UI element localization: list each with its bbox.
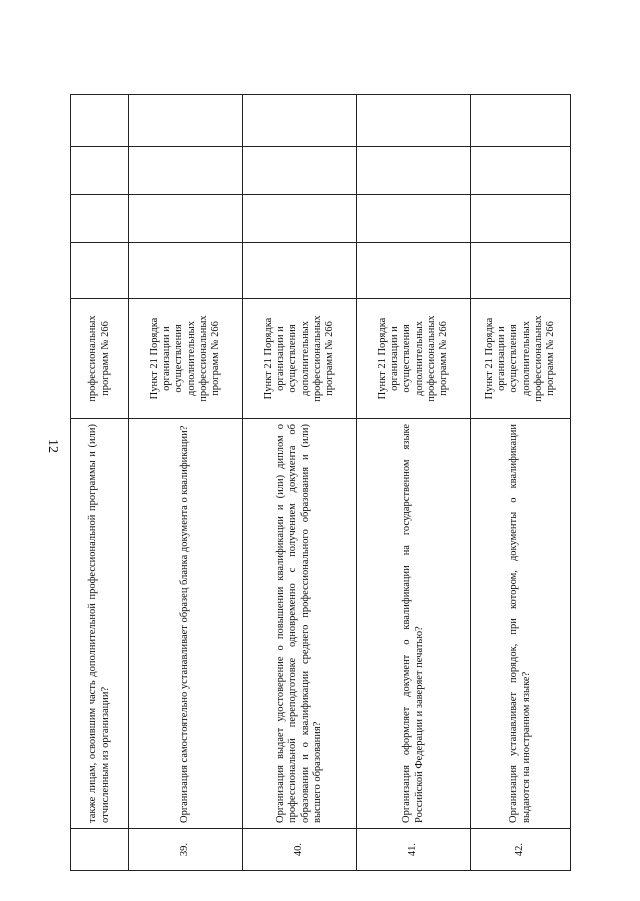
answer-cell	[129, 243, 243, 299]
answer-cell	[129, 195, 243, 243]
answer-cell	[71, 195, 129, 243]
page-number: 12	[45, 439, 60, 453]
row-number: 39.	[129, 829, 243, 871]
answer-cell	[243, 95, 357, 147]
answer-cell	[357, 195, 471, 243]
legal-reference: Пункт 21 Порядка организации и осуществления дополнительных профессиональных программ № 266	[243, 299, 357, 419]
answer-cell	[471, 147, 571, 195]
answer-cell	[129, 95, 243, 147]
legal-reference: Пункт 21 Порядка организации и осуществления дополнительных профессиональных программ № 266	[129, 299, 243, 419]
row-number: 42.	[471, 829, 571, 871]
answer-cell	[243, 243, 357, 299]
question-text: Организация устанавливает порядок, при котором, документы о квалификации выдаются на иностранном языке?	[471, 419, 571, 829]
legal-reference: профессиональных программ № 266	[71, 299, 129, 419]
rotated-table-wrapper	[70, 95, 570, 871]
row-number: 40.	[243, 829, 357, 871]
legal-reference: Пункт 21 Порядка организации и осуществления дополнительных профессиональных программ № 266	[471, 299, 571, 419]
answer-cell	[129, 147, 243, 195]
table-row	[129, 95, 243, 871]
question-text: Организация самостоятельно устанавливает образец бланка документа о квалификации?	[129, 419, 243, 829]
answer-cell	[71, 95, 129, 147]
answer-cell	[357, 147, 471, 195]
question-text: также лицам, освоившим часть дополнительной профессиональной программы и (или) отчисленным из организации?	[71, 419, 129, 829]
question-text: Организация оформляет документ о квалификации на государственном языке Российской Федерации и заверяет печатью?	[357, 419, 471, 829]
answer-cell	[243, 147, 357, 195]
checklist-table	[70, 94, 571, 871]
answer-cell	[471, 95, 571, 147]
question-text: Организация выдает удостоверение о повышении квалификации и (или) диплом о профессиональной переподготовке одновременно с получением документа об образовании и о квалификации среднего профессионального образования и (или) высшего образования?	[243, 419, 357, 829]
row-number	[71, 829, 129, 871]
answer-cell	[71, 243, 129, 299]
answer-cell	[243, 195, 357, 243]
answer-cell	[357, 243, 471, 299]
table-row	[357, 95, 471, 871]
table-row	[471, 95, 571, 871]
answer-cell	[471, 243, 571, 299]
answer-cell	[71, 147, 129, 195]
legal-reference: Пункт 21 Порядка организации и осуществления дополнительных профессиональных программ № 266	[357, 299, 471, 419]
table-row	[243, 95, 357, 871]
answer-cell	[357, 95, 471, 147]
answer-cell	[471, 195, 571, 243]
table-row	[71, 95, 129, 871]
row-number: 41.	[357, 829, 471, 871]
